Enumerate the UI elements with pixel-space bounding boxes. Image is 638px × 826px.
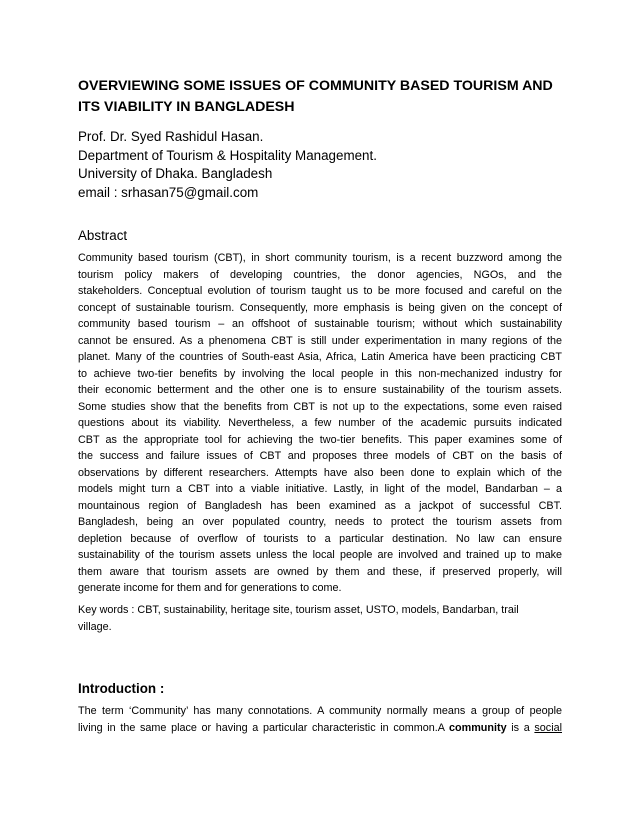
abstract-line: them aware that tourism assets are owned by them and these, if preserved properly, will: [78, 565, 562, 578]
abstract-line: sustainability of the tourism assets unless the local people are involved and trained up to make: [78, 549, 562, 561]
keywords-line-2: village.: [78, 620, 112, 633]
intro-bold-term: community: [449, 722, 507, 734]
intro-link-social[interactable]: social: [534, 722, 562, 734]
author-department: Department of Tourism & Hospitality Management.: [78, 147, 377, 163]
title-line-2: ITS VIABILITY IN BANGLADESH: [78, 99, 295, 115]
title-line-1: OVERVIEWING SOME ISSUES OF COMMUNITY BASED TOURISM AND: [78, 78, 553, 94]
abstract-line: planet. Many of the countries of South-east Asia, Africa, Latin America have been practicing CBT: [78, 351, 562, 363]
abstract-line: depletion because of overflow of tourists to a particular destination. No law can ensure: [78, 532, 562, 545]
abstract-line: cannot be ensured. As a phenomena CBT is still under experimentation in many regions of the: [78, 334, 562, 347]
abstract-line: their economic betterment and the other one is to ensure sustainability of the tourism assets.: [78, 384, 562, 396]
paper-title: [78, 76, 568, 118]
abstract-line: mountainous region of Bangladesh has been examined as a jackpot of successful CBT.: [78, 499, 562, 512]
intro-line-2-mid: is a: [506, 722, 535, 734]
abstract-line: questions about its viability. Nevertheless, a few number of the academic pursuits indicated: [78, 417, 562, 429]
author-block: [78, 128, 558, 202]
introduction-body: [78, 703, 562, 737]
keywords-line-1: Key words : CBT, sustainability, heritage site, tourism asset, USTO, models, Bandarban, trail: [78, 604, 519, 616]
keywords-block: [78, 602, 562, 635]
abstract-body: [78, 250, 562, 597]
author-email: email : srhasan75@gmail.com: [78, 184, 259, 200]
abstract-line: Some studies show that the benefits from CBT is not up to the expectations, some even raised: [78, 400, 562, 413]
abstract-line: CBT as the appropriate tool for achieving the two-tier benefits. This paper examines some of: [78, 433, 562, 446]
abstract-line: stakeholders. Conceptual evolution of tourism taught us to be more focused and careful on the: [78, 285, 562, 297]
abstract-line: to achieve two-tier benefits by involving the local people in this non-mechanized industry for: [78, 367, 562, 380]
abstract-line: community based tourism – an offshoot of sustainable tourism; without which sustainability: [78, 318, 562, 330]
intro-line-2: [78, 720, 562, 737]
abstract-line: Community based tourism (CBT), in short community tourism, is a recent buzzword among the: [78, 252, 562, 264]
author-name: Prof. Dr. Syed Rashidul Hasan.: [78, 129, 264, 144]
intro-line-2-text: living in the same place or having a particular characteristic in common.A: [78, 722, 449, 734]
abstract-line: concept of sustainable tourism. Consequently, more emphasis is being given on the concept of: [78, 301, 562, 314]
abstract-line: tourism policy makers of developing countries, the donor agencies, NGOs, and the: [78, 268, 562, 281]
abstract-line: Bangladesh, being an over populated country, needs to protect the tourism assets from: [78, 516, 562, 528]
abstract-line: observations by different researchers. Attempts have also been done to explain which of the: [78, 466, 562, 479]
abstract-line: models might turn a CBT into a viable initiative. Lastly, in light of the model, Bandarban – a: [78, 483, 562, 495]
abstract-heading: Abstract: [78, 228, 128, 243]
intro-line-1: The term ‘Community’ has many connotations. A community normally means a group of people: [78, 705, 562, 717]
abstract-line: the success and failure issues of CBT and proposes three models of CBT on the basis of: [78, 450, 562, 462]
author-university: University of Dhaka. Bangladesh: [78, 166, 273, 181]
introduction-heading: Introduction :: [78, 681, 165, 696]
abstract-line-last: generate income for them and for generations to come.: [78, 582, 342, 594]
